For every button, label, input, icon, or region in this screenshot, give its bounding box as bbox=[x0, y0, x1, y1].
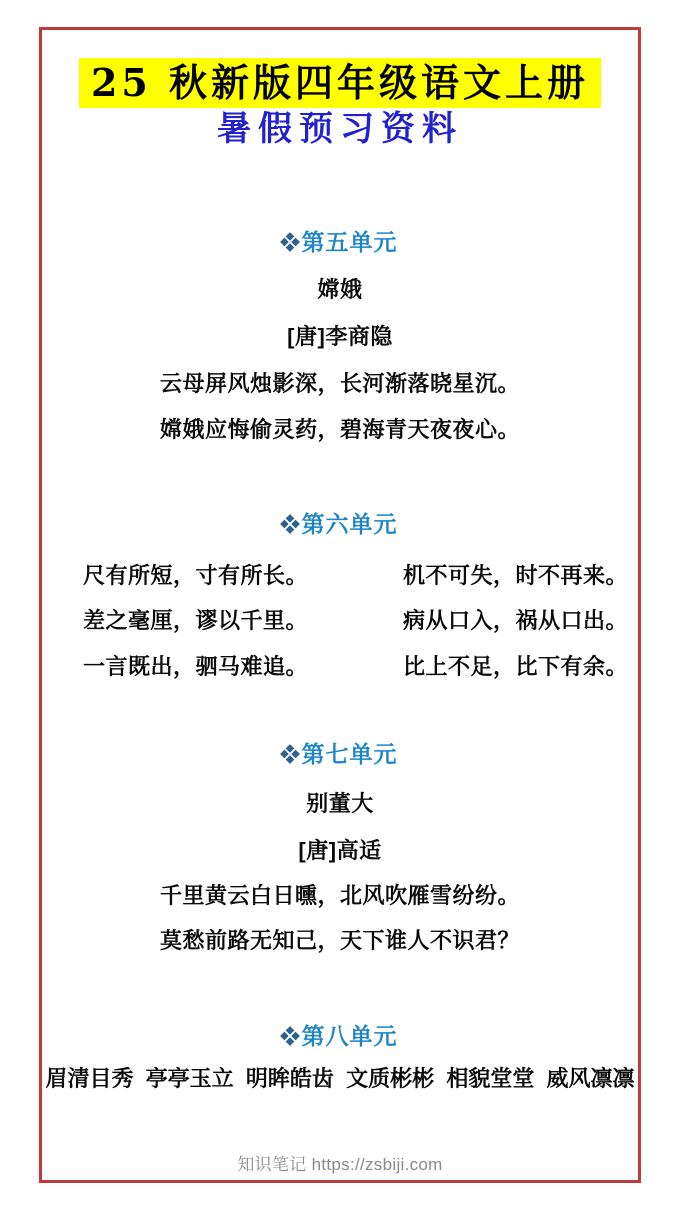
proverb-row bbox=[83, 650, 628, 681]
poem-line: 千里黄云白日曛，北风吹雁雪纷纷。 bbox=[159, 883, 520, 908]
diamond-x-icon bbox=[280, 232, 300, 252]
proverb-right: 机不可失，时不再来。 bbox=[402, 563, 628, 588]
section-heading-label: 第五单元 bbox=[301, 229, 398, 255]
section-heading-unit8 bbox=[0, 1023, 680, 1049]
watermark-footer: 知识笔记 https://zsbiji.com bbox=[237, 1155, 443, 1174]
poem-title: 嫦娥 bbox=[317, 277, 363, 302]
proverb-left: 一言既出，驷马难追。 bbox=[83, 654, 309, 679]
diamond-x-icon bbox=[280, 1026, 300, 1046]
section-heading-label: 第八单元 bbox=[301, 1023, 398, 1049]
poem-line: 莫愁前路无知己，天下谁人不识君？ bbox=[159, 928, 520, 953]
proverb-right: 病从口入，祸从口出。 bbox=[402, 608, 628, 633]
diamond-x-icon bbox=[280, 744, 300, 764]
poem-line: 嫦娥应悔偷灵药，碧海青天夜夜心。 bbox=[159, 417, 520, 442]
title-row bbox=[0, 58, 680, 108]
poem-line: 云母屏风烛影深，长河渐落晓星沉。 bbox=[159, 371, 520, 396]
poem-author: [唐]高适 bbox=[298, 838, 382, 863]
page-title: 25 秋新版四年级语文上册 bbox=[79, 58, 601, 108]
poem-author: [唐]李商隐 bbox=[287, 324, 393, 349]
section-heading-unit7 bbox=[0, 741, 680, 767]
page-subtitle: 暑假预习资料 bbox=[217, 109, 463, 149]
section-heading-label: 第七单元 bbox=[301, 741, 398, 767]
poem-title: 别董大 bbox=[306, 791, 374, 816]
proverb-row bbox=[83, 604, 628, 635]
proverb-left: 差之毫厘，谬以千里。 bbox=[83, 608, 309, 633]
proverb-row bbox=[83, 559, 628, 590]
idiom-list: 眉清目秀 亭亭玉立 明眸皓齿 文质彬彬 相貌堂堂 威风凛凛 bbox=[45, 1066, 635, 1091]
section-heading-label: 第六单元 bbox=[301, 511, 398, 537]
section-heading-unit6 bbox=[0, 511, 680, 537]
proverb-left: 尺有所短，寸有所长。 bbox=[83, 563, 309, 588]
proverb-right: 比上不足，比下有余。 bbox=[402, 654, 628, 679]
diamond-x-icon bbox=[280, 514, 300, 534]
section-heading-unit5 bbox=[0, 229, 680, 255]
